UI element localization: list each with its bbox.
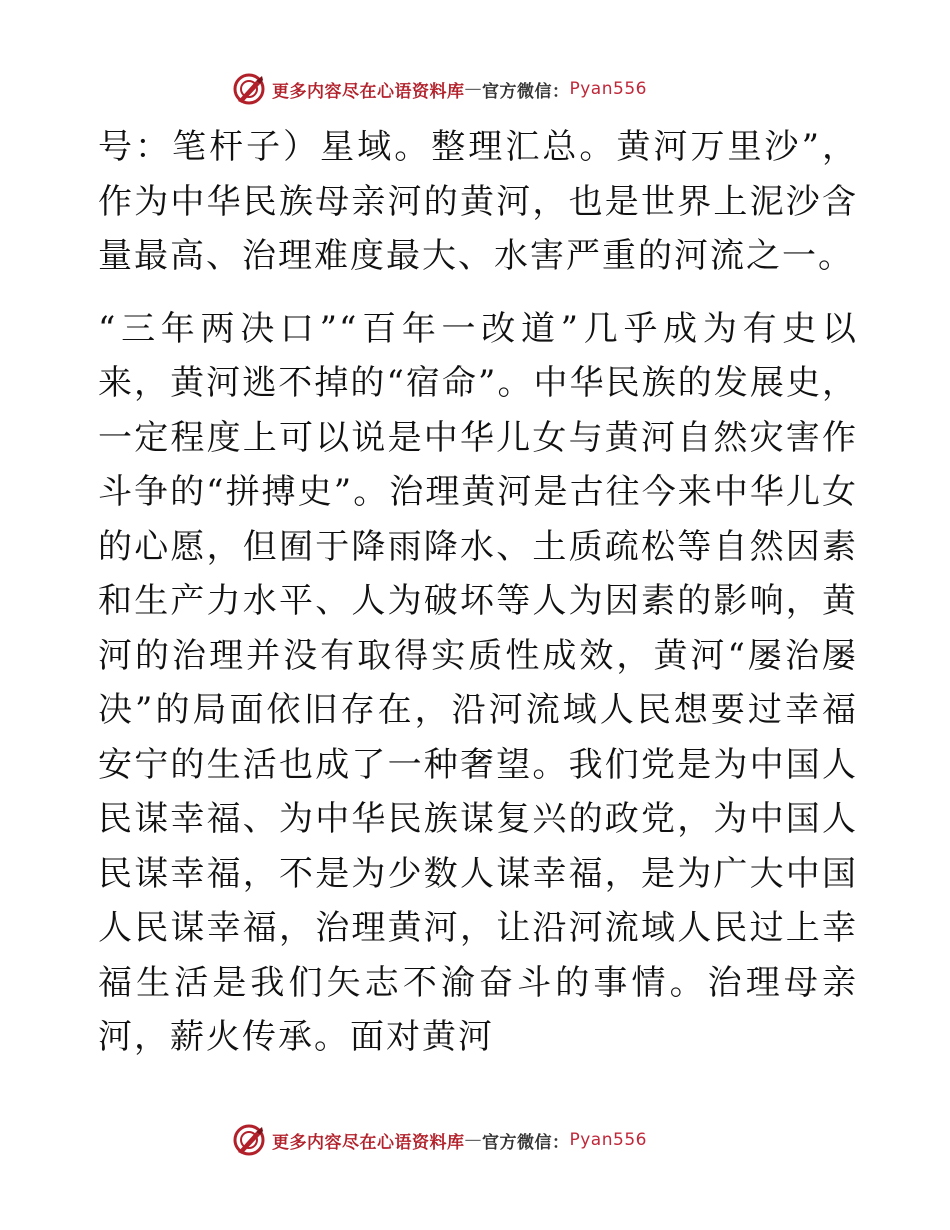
paragraph-2: “三年两决口”“百年一改道”几乎成为有史以来，黄河逃不掉的“宿命”。中华民族的发展史，一定程度上可以说是中华儿女与黄河自然灾害作斗争的“拼搏史”。治理黄河是古往今来中华儿女的心愿，但囿于降雨降水、土质疏松等自然因素和生产力水平、人为破坏等人为因素的影响，黄河的治理并没有取得实质性成效，黄河“屡治屡决”的局面依旧存在，沿河流域人民想要过幸福安宁的生活也成了一种奢望。我们党是为中国人民谋幸福、为中华民族谋复兴的政党，为中国人民谋幸福，不是为少数人谋幸福，是为广大中国人民谋幸福，治理黄河，让沿河流域人民过上幸福生活是我们矢志不渝奋斗的事情。治理母亲河，薪火传承。面对黄河 [98,308,858,1057]
footer-watermark [232,1123,647,1157]
paragraph-1: 号：笔杆子）星域。整理汇总。黄河万里沙”，作为中华民族母亲河的黄河，也是世界上泥沙含量最高、治理难度最大、水害严重的河流之一。 [98,127,858,276]
header-watermark [232,72,647,106]
footer-main-text: 更多内容尽在心语资料库 [272,1132,465,1153]
header-main-text: 更多内容尽在心语资料库 [272,81,465,102]
paragraph-gap [98,284,858,302]
header-wechat-label: 官方微信： [482,81,570,102]
footer-dash: — [464,1130,482,1150]
footer-wechat-id: Pyan556 [569,1130,647,1150]
pen-logo-icon [232,1123,266,1157]
header-wechat-id: Pyan556 [569,79,647,99]
document-body [98,120,858,1065]
pen-logo-icon [232,72,266,106]
footer-wechat-label: 官方微信： [482,1132,570,1153]
header-dash: — [464,79,482,99]
